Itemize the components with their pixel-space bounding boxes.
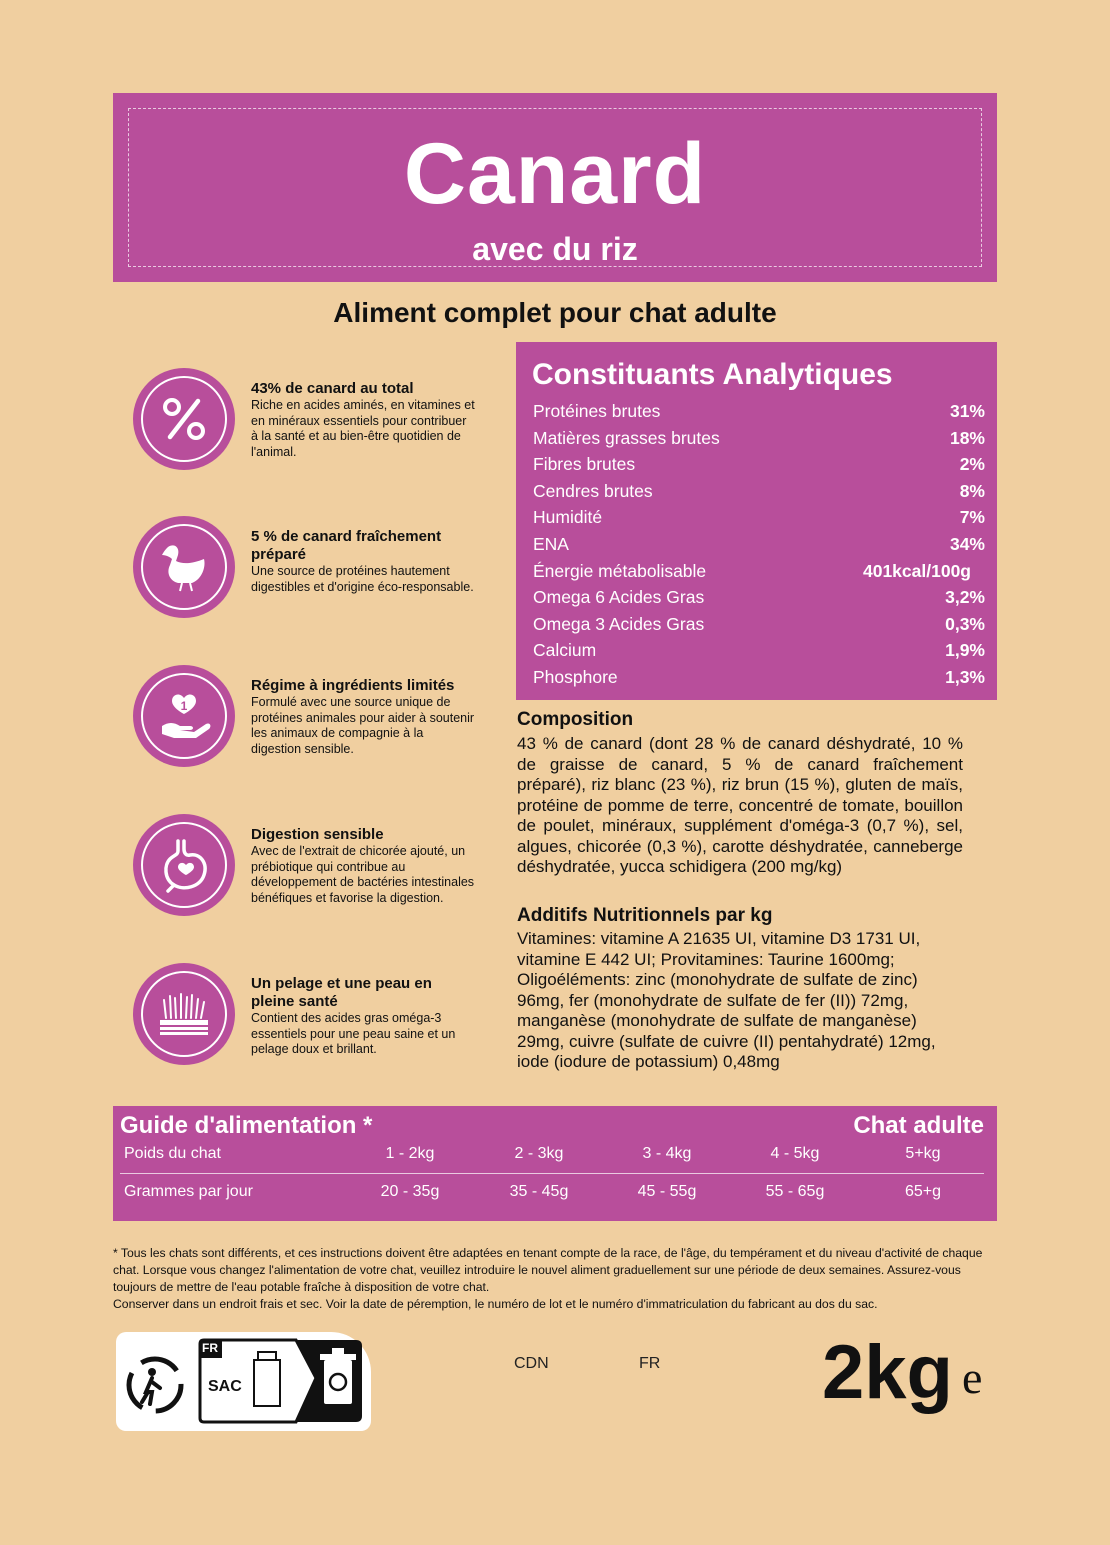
- feature-description: Avec de l'extrait de chicorée ajouté, un prébiotique qui contribue au développement de bactéries intestinales bénéfiques et favorise la digestion.: [251, 844, 475, 905]
- feature-item: [133, 368, 478, 478]
- feature-badge: [133, 963, 235, 1065]
- triman-icon: [122, 1352, 188, 1418]
- row-label: Grammes par jour: [124, 1183, 253, 1200]
- constituent-label: Protéines brutes: [533, 401, 661, 421]
- feeding-guide-category: Chat adulte: [853, 1112, 984, 1139]
- feature-badge: [133, 516, 235, 618]
- fur-icon: [154, 984, 214, 1044]
- table-cell: 55 - 65g: [765, 1183, 825, 1200]
- constituent-value: 7%: [959, 507, 985, 528]
- feature-badge: [133, 814, 235, 916]
- feature-description: Contient des acides gras oméga-3 essentiels pour une peau saine et un pelage doux et brillant.: [251, 1011, 456, 1056]
- constituent-label: Cendres brutes: [533, 480, 653, 501]
- table-cell: 35 - 45g: [509, 1183, 569, 1200]
- feature-item: [133, 665, 478, 775]
- constituent-value: 18%: [949, 427, 985, 448]
- feature-title: 43% de canard au total: [251, 380, 414, 397]
- constituents-title: Constituants Analytiques: [532, 358, 893, 391]
- feature-item: [133, 814, 478, 924]
- table-cell: 65+g: [904, 1183, 942, 1200]
- table-cell: 1 - 2kg: [385, 1145, 435, 1162]
- footnote-storage: Conserver dans un endroit frais et sec. Voir la date de péremption, le numéro de lot et le numéro d'immatriculation du fabricant au dos du sac.: [113, 1297, 878, 1311]
- feeding-guide-table: [113, 1106, 997, 1221]
- constituent-value: 401kcal/100g: [862, 560, 971, 581]
- constituent-row: [533, 398, 985, 424]
- product-subtitle: avec du riz: [472, 231, 638, 267]
- constituent-label: Énergie métabolisable: [533, 560, 707, 581]
- additives-text: Vitamines: vitamine A 21635 UI, vitamine D3 1731 UI, vitamine E 442 UI; Provitamines: Taurine 1600mg; Oligoéléments: zinc (monohydrate de sulfate de zinc) 96mg, fer (monohydrate de sulfate de fer (II)) 72mg, manganèse (monohydrate de sulfate de manganèse) 29mg, cuivre (sulfate de cuivre (II) pentahydraté) 12mg, iode (iodure de potassium) 0,48mg: [517, 929, 936, 1071]
- constituent-label: Phosphore: [533, 667, 618, 687]
- table-row: [113, 1181, 997, 1203]
- table-cell: 45 - 55g: [637, 1183, 697, 1200]
- feature-title: Un pelage et une peau en pleine santé: [251, 975, 432, 1010]
- constituent-value: 3,2%: [945, 587, 985, 608]
- composition-text: 43 % de canard (dont 28 % de canard déshydraté, 10 % de graisse de canard, 5 % de canard fraîchement préparé), riz blanc (23 %), riz brun (15 %), gluten de maïs, protéine de pomme de terre, concentré de tomate, bouillon de poulet, minéraux, supplément d'oméga-3 (0,7 %), sel, algues, chicorée (0,3 %), carotte déshydratée, canneberge déshydratée, yucca schidigera (200 mg/kg): [517, 734, 963, 876]
- svg-text:1: 1: [180, 699, 188, 713]
- footnote-feeding: * Tous les chats sont différents, et ces instructions doivent être adaptées en tenant compte de la race, de l'âge, du tempérament et du niveau d'activité de chaque chat. Lorsque vous changez l'alimentation de votre chat, veuillez introduire le nouvel aliment graduellement sur une période de deux semaines. Assurez-vous toujours de mettre de l'eau potable fraîche à disposition de votre chat.: [113, 1246, 983, 1294]
- table-cell: 5+kg: [905, 1145, 941, 1162]
- feature-title: 5 % de canard fraîchement préparé: [251, 528, 442, 563]
- feature-title: Régime à ingrédients limités: [251, 677, 455, 694]
- table-cell: 4 - 5kg: [770, 1145, 820, 1162]
- constituent-value: 1,9%: [945, 640, 985, 661]
- net-weight: 2kg: [822, 1330, 953, 1415]
- market-code-cdn: CDN: [514, 1355, 549, 1372]
- feature-description: Formulé avec une source unique de protéines animales pour aider à soutenir les animaux de compagnie à la digestion sensible.: [251, 695, 475, 756]
- footnote: [113, 1245, 993, 1313]
- constituent-row: [533, 558, 985, 584]
- constituent-row: [533, 504, 985, 530]
- table-cell: 3 - 4kg: [642, 1145, 692, 1162]
- constituent-value: 1,3%: [945, 667, 985, 687]
- feature-badge: [133, 368, 235, 470]
- constituent-row: [533, 531, 985, 557]
- feeding-guide-title: Guide d'alimentation *: [120, 1112, 373, 1139]
- constituent-row: [533, 425, 985, 451]
- constituent-label: Calcium: [533, 640, 597, 661]
- composition-title: Composition: [517, 709, 634, 730]
- constituent-label: Omega 6 Acides Gras: [533, 587, 705, 608]
- constituent-value: 0,3%: [945, 613, 985, 634]
- constituent-row: [533, 637, 985, 663]
- table-cell: 20 - 35g: [380, 1183, 440, 1200]
- stomach-icon: [154, 835, 214, 895]
- feature-item: [133, 516, 478, 626]
- product-title: Canard: [403, 126, 707, 222]
- constituent-label: Fibres brutes: [533, 454, 636, 475]
- additives-title: Additifs Nutritionnels par kg: [517, 905, 773, 926]
- constituent-label: ENA: [533, 534, 569, 554]
- constituent-value: 8%: [959, 480, 985, 501]
- constituent-value: 2%: [959, 454, 985, 475]
- product-tagline: Aliment complet pour chat adulte: [333, 297, 777, 328]
- duck-icon: [154, 537, 214, 597]
- constituent-row: [533, 451, 985, 477]
- market-code-fr: FR: [639, 1355, 661, 1372]
- feature-badge: [133, 665, 235, 767]
- estimated-sign: e: [962, 1352, 983, 1403]
- table-row: [113, 1143, 997, 1165]
- recycling-item-label: SAC: [208, 1378, 242, 1395]
- feature-title: Digestion sensible: [251, 826, 384, 843]
- constituent-row: [533, 611, 985, 637]
- constituent-row: [533, 478, 985, 504]
- constituent-label: Matières grasses brutes: [533, 427, 720, 448]
- feature-description: Riche en acides aminés, en vitamines et en minéraux essentiels pour contribuer à la santé et au bien-être quotidien de l'animal.: [251, 398, 475, 459]
- constituent-value: 34%: [949, 534, 985, 554]
- recycling-country-label: FR: [202, 1341, 218, 1355]
- row-label: Poids du chat: [124, 1145, 221, 1162]
- table-cell: 2 - 3kg: [514, 1145, 564, 1162]
- feature-description: Une source de protéines hautement digestibles et d'origine éco-responsable.: [251, 564, 474, 594]
- percent-icon: [154, 389, 214, 449]
- header-dashed-border: [128, 108, 982, 267]
- constituent-row: [533, 584, 985, 610]
- recycling-info-badge: [116, 1332, 371, 1431]
- constituent-label: Humidité: [533, 507, 603, 528]
- analytical-constituents-panel: [516, 342, 997, 700]
- constituent-row: [533, 664, 985, 690]
- row-divider: [120, 1173, 984, 1174]
- feature-item: [133, 963, 478, 1073]
- hand-heart-icon: [154, 686, 214, 746]
- constituent-label: Omega 3 Acides Gras: [533, 613, 705, 634]
- constituent-value: 31%: [949, 401, 985, 421]
- product-header: [113, 93, 997, 282]
